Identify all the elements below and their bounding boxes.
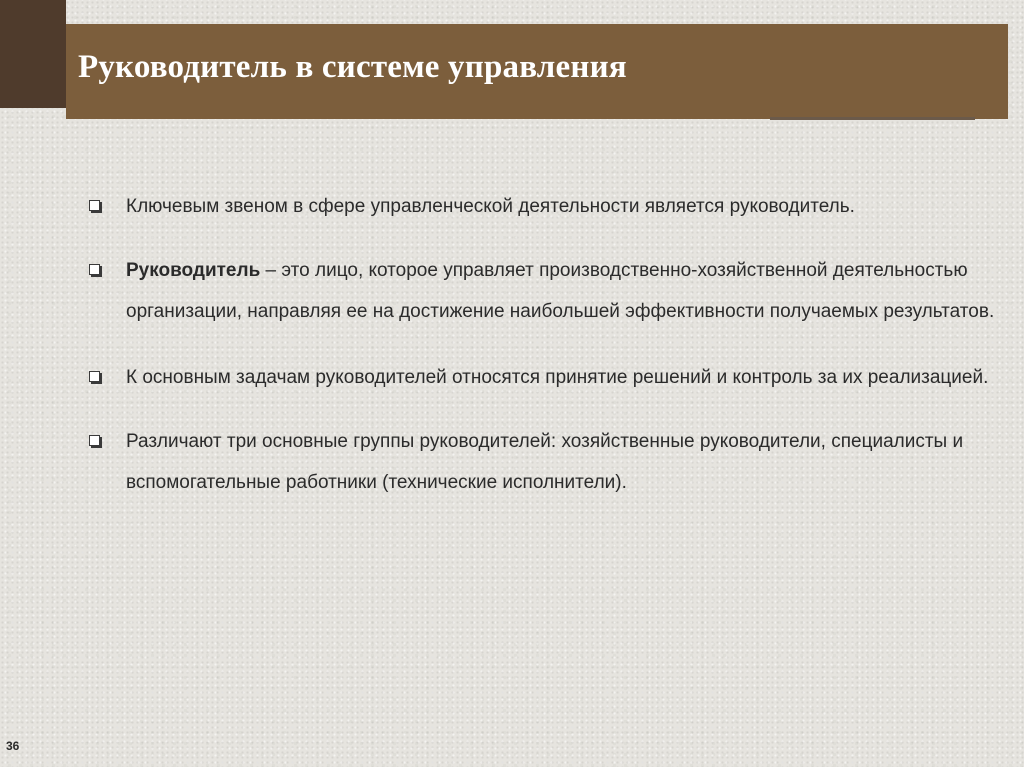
bullet-text: – это лицо, которое управляет производственно-хозяйственной деятельностью организации, направляя ее на достижение наибольшей эффективности получаемых результатов. <box>126 260 995 322</box>
bullet-item <box>88 421 998 503</box>
bullet-item <box>88 357 998 398</box>
hollow-square-bullet-icon <box>89 435 100 446</box>
bullet-item <box>88 186 998 227</box>
bullet-list <box>88 186 998 526</box>
slide-number: 36 <box>6 739 20 753</box>
bullet-term: Руководитель <box>126 260 261 281</box>
bullet-text: Различают три основные группы руководителей: хозяйственные руководители, специалисты и вспомогательные работники (технические исполнители). <box>126 431 964 493</box>
slide-title: Руководитель в системе управления <box>78 49 627 85</box>
hollow-square-bullet-icon <box>89 371 100 382</box>
hollow-square-bullet-icon <box>89 200 100 211</box>
title-accent-strip <box>0 0 66 108</box>
hollow-square-bullet-icon <box>89 264 100 275</box>
title-underline <box>770 117 975 120</box>
bullet-text: Ключевым звеном в сфере управленческой деятельности является руководитель. <box>126 196 855 217</box>
bullet-item <box>88 250 998 332</box>
bullet-text: К основным задачам руководителей относятся принятие решений и контроль за их реализацией. <box>126 367 989 388</box>
title-band <box>66 24 1008 119</box>
